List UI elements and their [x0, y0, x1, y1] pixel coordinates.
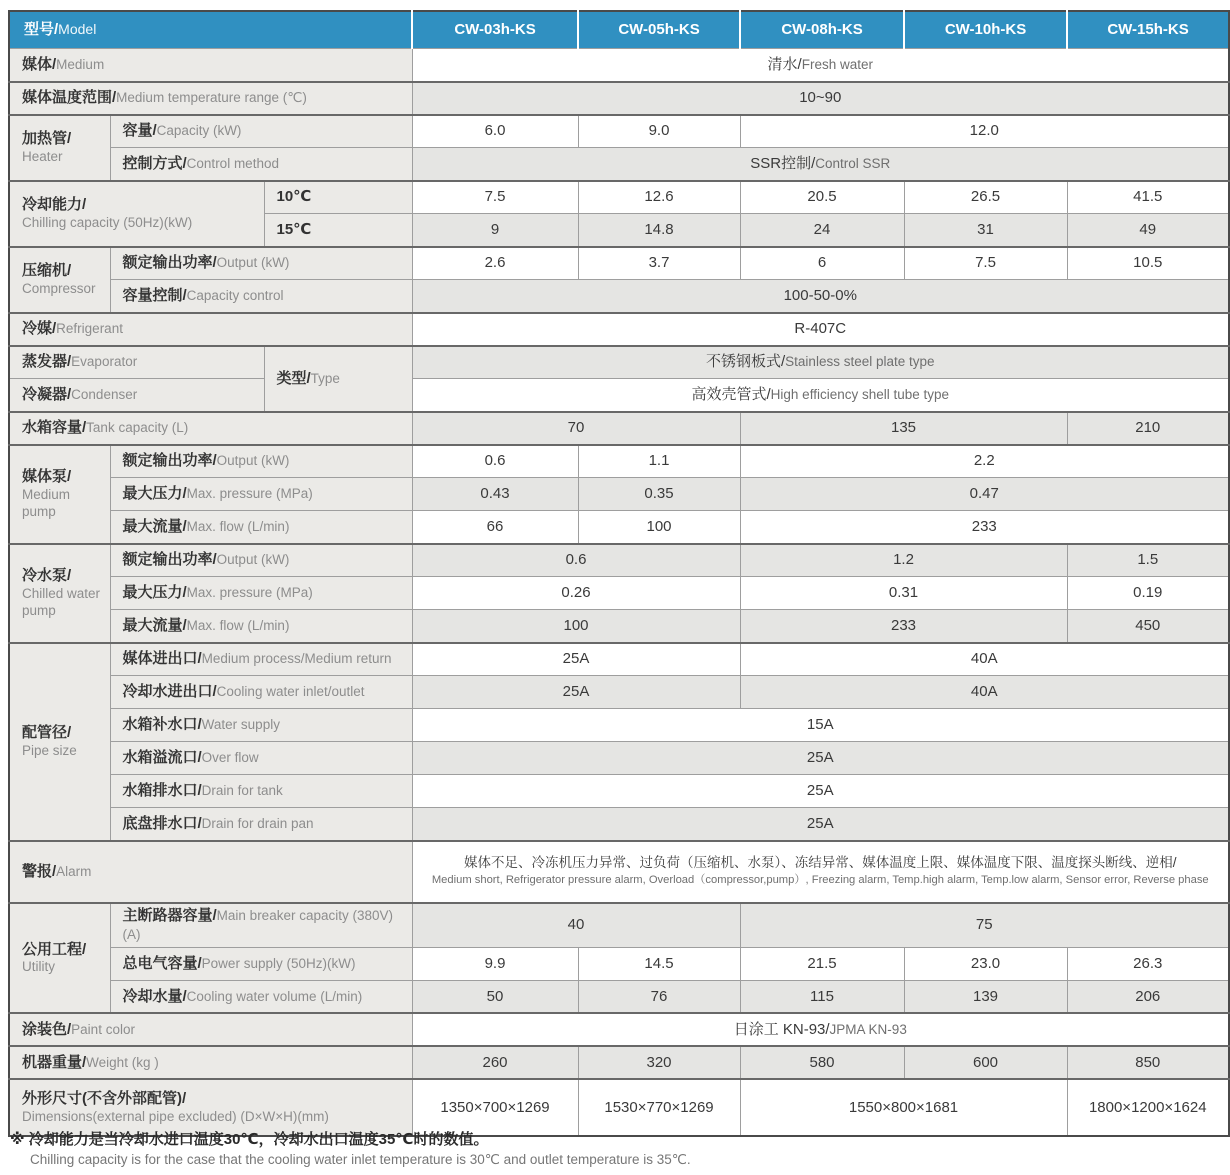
- medium-pump-flow-value-1: 100: [578, 511, 740, 544]
- medium-temp-range-value-0: 10~90: [412, 82, 1229, 115]
- medium-pump-output-value-2: 2.2: [740, 445, 1229, 478]
- condenser-value-0: 高效壳管式/High efficiency shell tube type: [412, 379, 1229, 412]
- chilled-pump-flow-label-cell: 最大流量/Max. flow (L/min): [110, 610, 412, 643]
- weight-value-2: 580: [740, 1046, 904, 1079]
- chilled-pump-pressure-value-2: 0.19: [1067, 577, 1229, 610]
- pipe-medium-value-0: 25A: [412, 643, 740, 676]
- tank-capacity-value-2: 210: [1067, 412, 1229, 445]
- model-header-0: CW-03h-KS: [412, 11, 578, 49]
- medium-pump-pressure-value-1: 0.35: [578, 478, 740, 511]
- model-header-label: [9, 11, 412, 49]
- chilling-10-value-3: 26.5: [904, 181, 1067, 214]
- chilled-pump-flow-value-2: 450: [1067, 610, 1229, 643]
- utility-cooling-water-value-3: 139: [904, 980, 1067, 1013]
- row-tank-capacity: [9, 412, 1229, 445]
- chilled-pump-pressure-value-1: 0.31: [740, 577, 1067, 610]
- weight-value-0: 260: [412, 1046, 578, 1079]
- compressor-output-value-3: 7.5: [904, 247, 1067, 280]
- row-medium-temp-range: [9, 82, 1229, 115]
- spec-table: [8, 10, 1230, 1137]
- dimensions-value-3: 1800×1200×1624: [1067, 1079, 1229, 1136]
- row-condenser: [9, 379, 1229, 412]
- chilled-pump-output-value-1: 1.2: [740, 544, 1067, 577]
- chilling-10-value-0: 7.5: [412, 181, 578, 214]
- medium-pump-flow-value-2: 233: [740, 511, 1229, 544]
- chilled-pump-flow-value-0: 100: [412, 610, 740, 643]
- heater-capacity-value-2: 12.0: [740, 115, 1229, 148]
- medium-pump-output-group-cell: 媒体泵/ Medium pump: [9, 445, 110, 544]
- row-chilled-pump-flow: [9, 610, 1229, 643]
- chilling-15-value-1: 14.8: [578, 214, 740, 247]
- pipe-drain-tank-label-cell: 水箱排水口/Drain for tank: [110, 775, 412, 808]
- model-header-label-cn: 型号/: [24, 21, 59, 39]
- utility-breaker-value-1: 75: [740, 903, 1229, 948]
- utility-power-label-cell: 总电气容量/Power supply (50Hz)(kW): [110, 947, 412, 980]
- pipe-drain-tank-value-0: 25A: [412, 775, 1229, 808]
- evaporator-value-0: 不锈钢板式/Stainless steel plate type: [412, 346, 1229, 379]
- evaporator-label-cell: 蒸发器/Evaporator: [9, 346, 264, 379]
- chilling-15-value-3: 31: [904, 214, 1067, 247]
- row-medium-pump-output: [9, 445, 1229, 478]
- weight-value-4: 850: [1067, 1046, 1229, 1079]
- utility-cooling-water-value-1: 76: [578, 980, 740, 1013]
- medium-pump-output-label-cell: 额定输出功率/Output (kW): [110, 445, 412, 478]
- model-header-row: [9, 11, 1229, 49]
- pipe-medium-label-cell: 媒体进出口/Medium process/Medium return: [110, 643, 412, 676]
- utility-cooling-water-value-4: 206: [1067, 980, 1229, 1013]
- compressor-output-value-2: 6: [740, 247, 904, 280]
- pipe-water-supply-value-0: 15A: [412, 709, 1229, 742]
- utility-power-value-1: 14.5: [578, 947, 740, 980]
- pipe-medium-value-1: 40A: [740, 643, 1229, 676]
- pipe-cooling-water-value-1: 40A: [740, 676, 1229, 709]
- compressor-output-group-cell: 压缩机/ Compressor: [9, 247, 110, 313]
- utility-breaker-label-cell: 主断路器容量/Main breaker capacity (380V)(A): [110, 903, 412, 948]
- model-header-label-en: Model: [58, 21, 97, 38]
- spec-table-body: [9, 49, 1229, 1137]
- medium-value-0: 清水/Fresh water: [412, 49, 1229, 82]
- utility-breaker-group-cell: 公用工程/ Utility: [9, 903, 110, 1014]
- medium-pump-output-value-0: 0.6: [412, 445, 578, 478]
- row-medium-pump-pressure: [9, 478, 1229, 511]
- row-pipe-overflow: [9, 742, 1229, 775]
- pipe-overflow-label-cell: 水箱溢流口/Over flow: [110, 742, 412, 775]
- heater-control-label-cell: 控制方式/Control method: [110, 148, 412, 181]
- pipe-overflow-value-0: 25A: [412, 742, 1229, 775]
- chilling-15-value-2: 24: [740, 214, 904, 247]
- row-paint-color: [9, 1013, 1229, 1046]
- row-alarm: [9, 841, 1229, 903]
- dimensions-label-cell: 外形尺寸(不含外部配管)/ Dimensions(external pipe excluded) (D×W×H)(mm): [9, 1079, 412, 1136]
- compressor-output-label-cell: 额定输出功率/Output (kW): [110, 247, 412, 280]
- utility-power-value-4: 26.3: [1067, 947, 1229, 980]
- tank-capacity-value-0: 70: [412, 412, 740, 445]
- chilling-15-value-0: 9: [412, 214, 578, 247]
- chilling-15-value-4: 49: [1067, 214, 1229, 247]
- row-pipe-drain-pan: [9, 808, 1229, 841]
- condenser-label-cell: 冷凝器/Condenser: [9, 379, 264, 412]
- dimensions-value-2: 1550×800×1681: [740, 1079, 1067, 1136]
- model-header-2: CW-08h-KS: [740, 11, 904, 49]
- footnote: [10, 1128, 1220, 1168]
- weight-label-cell: 机器重量/Weight (kg ): [9, 1046, 412, 1079]
- medium-pump-flow-label-cell: 最大流量/Max. flow (L/min): [110, 511, 412, 544]
- chilling-10-sub-cell: 10℃: [264, 181, 412, 214]
- model-header-4: CW-15h-KS: [1067, 11, 1229, 49]
- heater-capacity-value-0: 6.0: [412, 115, 578, 148]
- refrigerant-value-0: R-407C: [412, 313, 1229, 346]
- row-utility-breaker: [9, 903, 1229, 948]
- row-compressor-capacity-control: [9, 280, 1229, 313]
- row-chilled-pump-output: [9, 544, 1229, 577]
- row-chilling-10: [9, 181, 1229, 214]
- chilling-15-sub-cell: 15℃: [264, 214, 412, 247]
- utility-breaker-value-0: 40: [412, 903, 740, 948]
- row-pipe-medium: [9, 643, 1229, 676]
- footnote-line-en: Chilling capacity is for the case that the cooling water inlet temperature is 30℃ and outlet temperature is 35℃.: [30, 1152, 691, 1167]
- alarm-value-0: 媒体不足、冷冻机压力异常、过负荷（压缩机、水泵）、冻结异常、媒体温度上限、媒体温度下限、温度探头断线、逆相/ Medium short, Refrigerator pressure alarm, Overload（compressor,pump）, Freezing alarm, Temp.high alarm, Temp.low alarm, Sensor error, Reverse phase: [412, 841, 1229, 903]
- medium-pump-pressure-value-0: 0.43: [412, 478, 578, 511]
- row-pipe-cooling-water: [9, 676, 1229, 709]
- weight-value-3: 600: [904, 1046, 1067, 1079]
- chilling-10-group-cell: 冷却能力/ Chilling capacity (50Hz)(kW): [9, 181, 264, 247]
- paint-color-value-0: 日涂工 KN-93/JPMA KN-93: [412, 1013, 1229, 1046]
- medium-pump-output-value-1: 1.1: [578, 445, 740, 478]
- compressor-output-value-4: 10.5: [1067, 247, 1229, 280]
- pipe-cooling-water-label-cell: 冷却水进出口/Cooling water inlet/outlet: [110, 676, 412, 709]
- chilled-pump-output-label-cell: 额定输出功率/Output (kW): [110, 544, 412, 577]
- dimensions-value-1: 1530×770×1269: [578, 1079, 740, 1136]
- utility-power-value-3: 23.0: [904, 947, 1067, 980]
- spec-table-container: [8, 10, 1228, 1137]
- chilled-pump-pressure-label-cell: 最大压力/Max. pressure (MPa): [110, 577, 412, 610]
- chilled-pump-flow-value-1: 233: [740, 610, 1067, 643]
- medium-temp-range-label-cell: 媒体温度范围/Medium temperature range (℃): [9, 82, 412, 115]
- row-utility-cooling-water: [9, 980, 1229, 1013]
- chilled-pump-output-value-0: 0.6: [412, 544, 740, 577]
- heater-control-value-0: SSR控制/Control SSR: [412, 148, 1229, 181]
- medium-pump-pressure-value-2: 0.47: [740, 478, 1229, 511]
- evaporator-sub-cell: 类型/Type: [264, 346, 412, 412]
- row-refrigerant: [9, 313, 1229, 346]
- row-utility-power: [9, 947, 1229, 980]
- row-heater-capacity: [9, 115, 1229, 148]
- pipe-drain-pan-label-cell: 底盘排水口/Drain for drain pan: [110, 808, 412, 841]
- footnote-line-cn: ※ 冷却能力是当冷却水进口温度30℃，冷却水出口温度35℃时的数值。: [10, 1131, 489, 1148]
- utility-power-value-2: 21.5: [740, 947, 904, 980]
- row-chilled-pump-pressure: [9, 577, 1229, 610]
- utility-power-value-0: 9.9: [412, 947, 578, 980]
- alarm-label-cell: 警报/Alarm: [9, 841, 412, 903]
- compressor-output-value-1: 3.7: [578, 247, 740, 280]
- heater-capacity-label-cell: 容量/Capacity (kW): [110, 115, 412, 148]
- tank-capacity-value-1: 135: [740, 412, 1067, 445]
- chilling-10-value-2: 20.5: [740, 181, 904, 214]
- medium-pump-pressure-label-cell: 最大压力/Max. pressure (MPa): [110, 478, 412, 511]
- chilled-pump-output-value-2: 1.5: [1067, 544, 1229, 577]
- paint-color-label-cell: 涂装色/Paint color: [9, 1013, 412, 1046]
- dimensions-value-0: 1350×700×1269: [412, 1079, 578, 1136]
- row-pipe-water-supply: [9, 709, 1229, 742]
- utility-cooling-water-value-0: 50: [412, 980, 578, 1013]
- utility-cooling-water-value-2: 115: [740, 980, 904, 1013]
- row-pipe-drain-tank: [9, 775, 1229, 808]
- chilling-10-value-1: 12.6: [578, 181, 740, 214]
- refrigerant-label-cell: 冷媒/Refrigerant: [9, 313, 412, 346]
- model-header-3: CW-10h-KS: [904, 11, 1067, 49]
- pipe-cooling-water-value-0: 25A: [412, 676, 740, 709]
- row-medium-pump-flow: [9, 511, 1229, 544]
- model-header-1: CW-05h-KS: [578, 11, 740, 49]
- compressor-output-value-0: 2.6: [412, 247, 578, 280]
- row-compressor-output: [9, 247, 1229, 280]
- chilled-pump-output-group-cell: 冷水泵/ Chilled water pump: [9, 544, 110, 643]
- tank-capacity-label-cell: 水箱容量/Tank capacity (L): [9, 412, 412, 445]
- row-heater-control: [9, 148, 1229, 181]
- utility-cooling-water-label-cell: 冷却水量/Cooling water volume (L/min): [110, 980, 412, 1013]
- chilled-pump-pressure-value-0: 0.26: [412, 577, 740, 610]
- row-weight: [9, 1046, 1229, 1079]
- pipe-water-supply-label-cell: 水箱补水口/Water supply: [110, 709, 412, 742]
- row-medium: [9, 49, 1229, 82]
- pipe-medium-group-cell: 配管径/ Pipe size: [9, 643, 110, 841]
- row-evaporator: [9, 346, 1229, 379]
- compressor-capacity-control-label-cell: 容量控制/Capacity control: [110, 280, 412, 313]
- weight-value-1: 320: [578, 1046, 740, 1079]
- medium-pump-flow-value-0: 66: [412, 511, 578, 544]
- heater-capacity-group-cell: 加热管/ Heater: [9, 115, 110, 181]
- pipe-drain-pan-value-0: 25A: [412, 808, 1229, 841]
- medium-label-cell: 媒体/Medium: [9, 49, 412, 82]
- chilling-10-value-4: 41.5: [1067, 181, 1229, 214]
- compressor-capacity-control-value-0: 100-50-0%: [412, 280, 1229, 313]
- heater-capacity-value-1: 9.0: [578, 115, 740, 148]
